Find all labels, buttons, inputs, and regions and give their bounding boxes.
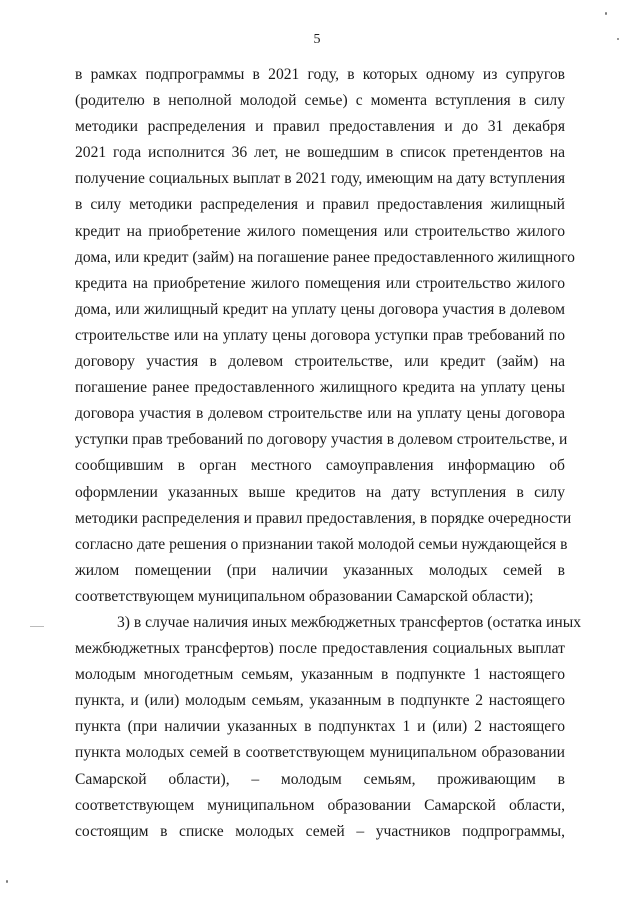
text-line: погашение ранее предоставленного жилищного кредита на уплату цены xyxy=(75,379,565,397)
text-line: в силу методики распределения и правил предоставления жилищный xyxy=(75,196,565,214)
scan-speck xyxy=(6,880,8,883)
text-line: пункта (при наличии указанных в подпунктах 1 и (или) 2 настоящего xyxy=(75,718,565,736)
text-line: получение социальных выплат в 2021 году, имеющим на дату вступления xyxy=(75,170,565,188)
scan-speck xyxy=(617,38,619,40)
text-line: договора участия в долевом строительстве или на уплату цены договора xyxy=(75,405,565,423)
document-body xyxy=(75,62,582,845)
text-line: методики распределения и правил предоставления и до 31 декабря xyxy=(75,118,565,136)
text-line: методики распределения и правил предоставления, в порядке очередности xyxy=(75,509,572,527)
text-line: согласно дате решения о признании такой молодой семьи нуждающейся в xyxy=(75,535,568,553)
text-line: соответствующем муниципальном образовании Самарской области, xyxy=(75,796,565,814)
paragraph-first-line: 3) в случае наличия иных межбюджетных трансфертов (остатка иных xyxy=(117,613,582,631)
text-line: (родителю в неполной молодой семье) с момента вступления в силу xyxy=(75,92,565,110)
text-line: Самарской области), – молодым семьям, проживающим в xyxy=(75,770,565,788)
text-line: жилом помещении (при наличии указанных молодых семей в xyxy=(75,561,565,579)
text-line: дома, или кредит (займ) на погашение ранее предоставленного жилищного xyxy=(75,248,575,266)
text-line: сообщившим в орган местного самоуправления информацию об xyxy=(75,457,565,475)
text-line: в рамках подпрограммы в 2021 году, в которых одному из супругов xyxy=(75,66,565,83)
page-number: 5 xyxy=(313,32,321,47)
scan-speck xyxy=(30,626,44,627)
text-line: оформлении указанных выше кредитов на дату вступления в силу xyxy=(75,483,565,501)
text-line: договору участия в долевом строительстве, или кредит (займ) на xyxy=(75,353,565,371)
text-line: 2021 года исполнится 36 лет, не вошедшим в список претендентов на xyxy=(75,144,565,162)
text-line: пункта, и (или) молодым семьям, указанным в подпункте 2 настоящего xyxy=(75,692,565,710)
text-line: строительстве или на уплату цены договора уступки прав требований по xyxy=(75,326,565,344)
text-line: состоящим в списке молодых семей – участников подпрограммы, xyxy=(75,822,565,840)
text-line: межбюджетных трансфертов) после предоставления социальных выплат xyxy=(75,640,565,658)
text-line: дома, или жилищный кредит на уплату цены договора участия в долевом xyxy=(75,300,565,318)
text-line: соответствующем муниципальном образовании Самарской области); xyxy=(75,587,534,605)
scan-speck xyxy=(605,12,607,15)
text-line: пункта молодых семей в соответствующем муниципальном образовании xyxy=(75,744,565,762)
text-line: уступки прав требований по договору участия в долевом строительстве, и xyxy=(75,431,568,449)
text-line: молодым многодетным семьям, указанным в подпункте 1 настоящего xyxy=(75,666,565,684)
text-line: кредита на приобретение жилого помещения или строительство жилого xyxy=(75,274,565,292)
text-line: кредит на приобретение жилого помещения или строительство жилого xyxy=(75,222,565,240)
